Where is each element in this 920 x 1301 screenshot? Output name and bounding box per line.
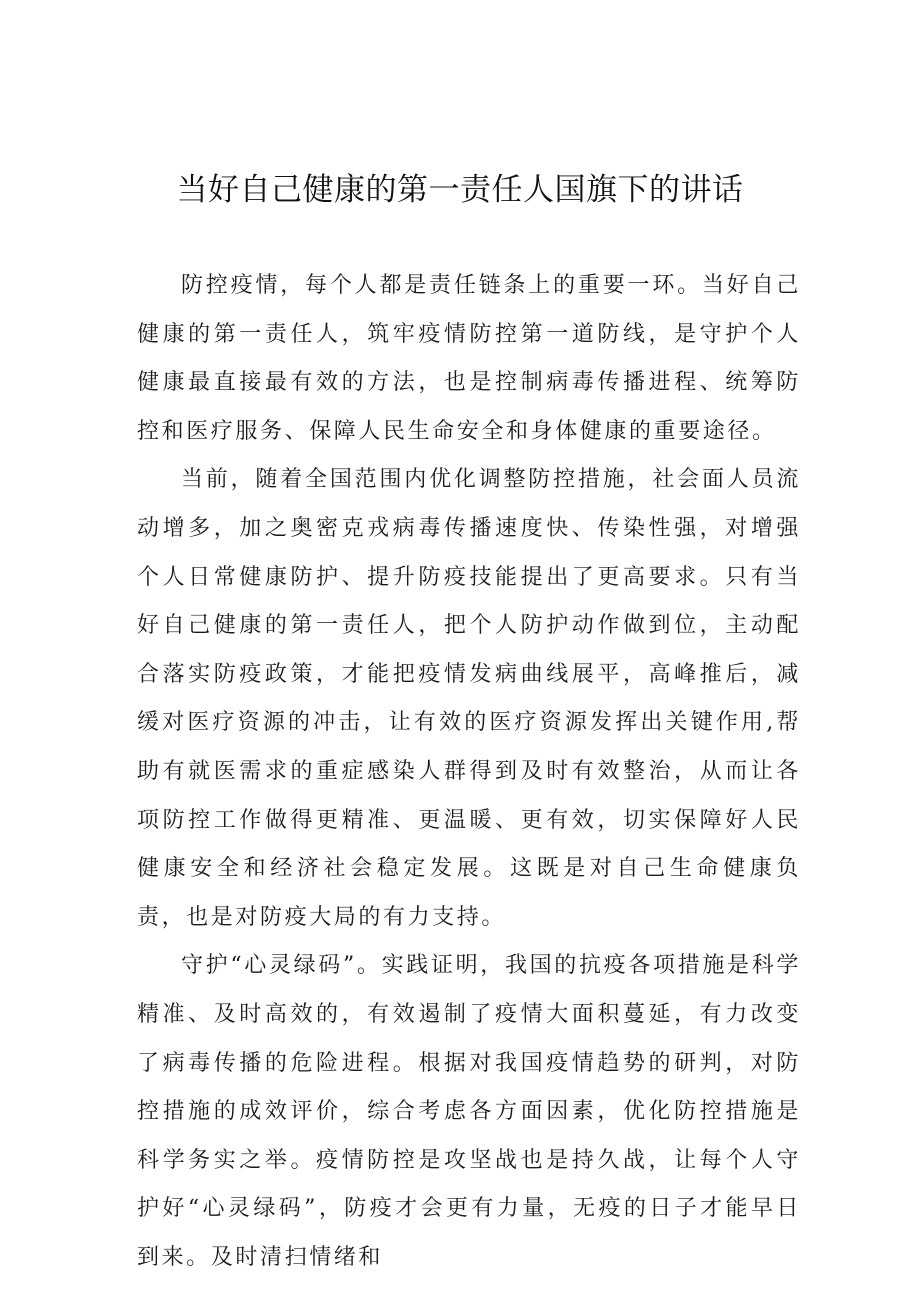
document-body: [137, 262, 801, 1282]
paragraph-2: 当前，随着全国范围内优化调整防控措施，社会面人员流动增多，加之奥密克戎病毒传播速度快、传染性强，对增强个人日常健康防护、提升防疫技能提出了更高要求。只有当好自己健康的第一责任人，把个人防护动作做到位，主动配合落实防疫政策，才能把疫情发病曲线展平，高峰推后，减缓对医疗资源的冲击，让有效的医疗资源发挥出关键作用,帮助有就医需求的重症感染人群得到及时有效整治，从而让各项防控工作做得更精准、更温暖、更有效，切实保障好人民健康安全和经济社会稳定发展。这既是对自己生命健康负责，也是对防疫大局的有力支持。: [137, 467, 801, 930]
paragraph-1: 防控疫情，每个人都是责任链条上的重要一环。当好自己健康的第一责任人，筑牢疫情防控第一道防线，是守护个人健康最直接最有效的方法，也是控制病毒传播进程、统筹防控和医疗服务、保障人民生命安全和身体健康的重要途径。: [137, 273, 801, 444]
paragraph-3: 守护“心灵绿码”。实践证明，我国的抗疫各项措施是科学精准、及时高效的，有效遏制了疫情大面积蔓延，有力改变了病毒传播的危险进程。根据对我国疫情趋势的研判，对防控措施的成效评价，综合考虑各方面因素，优化防控措施是科学务实之举。疫情防控是攻坚战也是持久战，让每个人守护好“心灵绿码”，防疫才会更有力量，无疫的日子才能早日到来。及时清扫情绪和: [137, 953, 801, 1270]
document-title: 当好自己健康的第一责任人国旗下的讲话: [176, 172, 744, 208]
